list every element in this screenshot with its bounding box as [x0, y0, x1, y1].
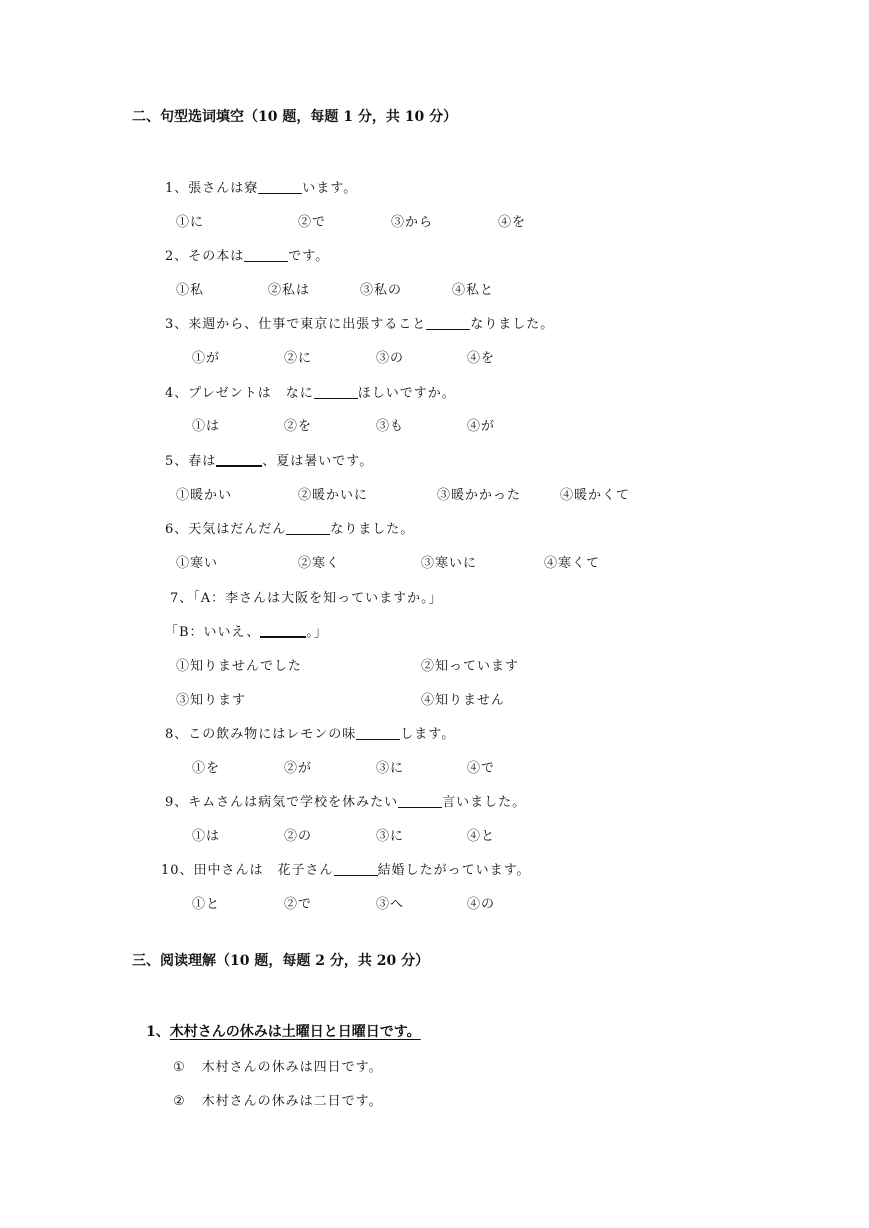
option: ④を	[467, 351, 496, 366]
answer-blank	[216, 452, 262, 467]
option: ②で	[298, 215, 327, 230]
question-9: 9、キムさんは病気で学校を休みたい 言いました。	[165, 795, 527, 810]
question-1: 1、張さんは寮 います。	[165, 181, 358, 196]
option: ①暖かい	[176, 488, 233, 503]
section-3-title: 三、阅读理解（10 题，每题 2 分，共 20 分）	[132, 953, 430, 969]
option: ②に	[284, 351, 313, 366]
option: ③へ	[376, 897, 405, 912]
answer-blank	[286, 521, 330, 535]
option: ③に	[376, 829, 405, 844]
option: ③私の	[360, 283, 403, 298]
question-5: 5、春は 、夏は暑いです。	[165, 454, 374, 469]
question-7-reply: 「B：いいえ、 。」	[165, 625, 328, 640]
option: ①は	[192, 829, 221, 844]
reading-question-1: 1、木村さんの休みは土曜日と日曜日です。	[146, 1024, 421, 1040]
option: ③から	[391, 215, 434, 230]
question-4: 4、プレゼントは なに ほしいですか。	[165, 386, 456, 401]
option: ①寒い	[176, 556, 219, 571]
reading-choice-2: ② 木村さんの休みは二日です。	[173, 1094, 383, 1109]
option: ①と	[192, 897, 221, 912]
option: ①を	[192, 761, 221, 776]
option: ③も	[376, 419, 405, 434]
option: ②で	[284, 897, 313, 912]
reading-sentence: 木村さんの休みは土曜日と日曜日です。	[169, 1024, 421, 1040]
option: ①が	[192, 351, 221, 366]
option: ②が	[284, 761, 313, 776]
option: ①知りませんでした	[176, 659, 303, 674]
option: ③暖かかった	[437, 488, 522, 503]
option: ②私は	[268, 283, 311, 298]
question-3: 3、来週から、仕事で東京に出張すること なりました。	[165, 317, 555, 332]
answer-blank	[314, 385, 358, 399]
option: ④暖かくて	[560, 488, 631, 503]
answer-blank	[356, 726, 400, 740]
option: ③に	[376, 761, 405, 776]
option: ④寒くて	[544, 556, 601, 571]
option: ④が	[467, 419, 496, 434]
answer-blank	[426, 316, 470, 330]
answer-blank	[244, 248, 288, 262]
option: ③知ります	[176, 693, 247, 708]
question-6: 6、天気はだんだん なりました。	[165, 522, 415, 537]
reading-choice-1: ① 木村さんの休みは四日です。	[173, 1060, 383, 1075]
option: ④で	[467, 761, 496, 776]
option: ③寒いに	[421, 556, 478, 571]
option: ④知りません	[421, 693, 506, 708]
option: ②の	[284, 829, 313, 844]
option: ②暖かいに	[298, 488, 369, 503]
option: ③の	[376, 351, 405, 366]
option: ④私と	[452, 283, 495, 298]
question-2: 2、その本は です。	[165, 249, 330, 264]
option: ②知っています	[421, 659, 520, 674]
answer-blank	[334, 862, 378, 876]
answer-blank	[398, 794, 442, 808]
answer-blank	[260, 623, 306, 638]
option: ④と	[467, 829, 496, 844]
option: ①は	[192, 419, 221, 434]
option: ④の	[467, 897, 496, 912]
option: ①に	[176, 215, 205, 230]
option: ①私	[176, 283, 205, 298]
option: ②寒く	[298, 556, 341, 571]
answer-blank	[258, 180, 302, 194]
section-2-title: 二、句型选词填空（10 题，每题 1 分，共 10 分）	[132, 109, 458, 125]
question-10: 10、田中さんは 花子さん 結婚したがっています。	[161, 863, 531, 878]
option: ④を	[498, 215, 527, 230]
question-7: 7、「A：李さんは大阪を知っていますか。」	[170, 591, 443, 606]
option: ②を	[284, 419, 313, 434]
question-8: 8、この飲み物にはレモンの味 します。	[165, 727, 456, 742]
